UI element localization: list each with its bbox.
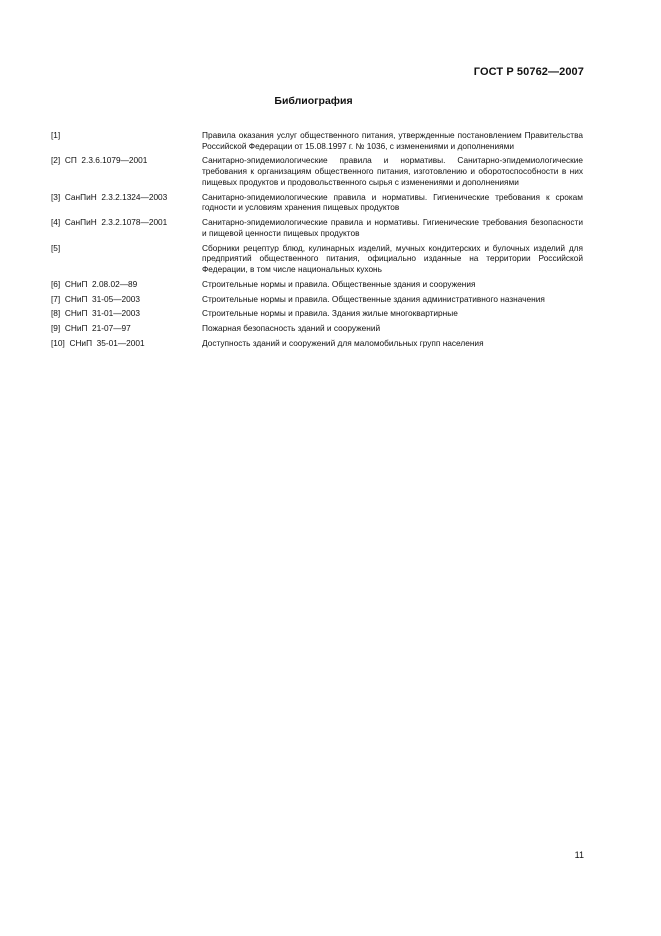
bibliography-entry: [51, 192, 583, 213]
bibliography-entry: [51, 243, 583, 275]
entry-text: Пожарная безопасность зданий и сооружений: [202, 323, 381, 334]
entry-reference: [5]: [51, 242, 61, 253]
entry-text: Правила оказания услуг общественного питания, утвержденные постановлением Правительства Российской Федерации от 15.08.1997 г. № 1036, с изменениями и дополнениями: [202, 130, 583, 151]
bibliography-entry: [51, 155, 583, 187]
entry-text: Строительные нормы и правила. Общественные здания административного назначения: [202, 293, 545, 304]
entry-reference: [10] СНиП 35-01—2001: [51, 338, 145, 349]
entry-reference: [6] СНиП 2.08.02—89: [51, 278, 138, 289]
bibliography-entry: [51, 308, 583, 319]
bibliography-entry: [51, 294, 583, 305]
entry-reference: [8] СНиП 31-01—2003: [51, 308, 141, 319]
entry-reference: [3] СанПиН 2.3.2.1324—2003: [51, 191, 168, 202]
entry-text: Санитарно-эпидемиологические правила и нормативы. Гигиенические требования к срокам годности и условиям хранения пищевых продуктов: [202, 191, 583, 213]
entry-reference: [1]: [51, 130, 61, 140]
entry-reference: [4] СанПиН 2.3.2.1078—2001: [51, 217, 168, 228]
entry-text: Санитарно-эпидемиологические правила и нормативы. Гигиенические требования безопасности и пищевой ценности пищевых продуктов: [202, 217, 583, 238]
document-code: ГОСТ Р 50762—2007: [473, 66, 584, 78]
bibliography-list: [51, 130, 583, 353]
entry-reference: [9] СНиП 21-07—97: [51, 323, 131, 334]
bibliography-entry: [51, 130, 583, 151]
bibliography-title: [0, 95, 661, 107]
bibliography-title-text: Библиография: [274, 95, 353, 107]
page-number: 11: [574, 850, 584, 860]
entry-text: Сборники рецептур блюд, кулинарных изделий, мучных кондитерских и булочных изделий для предприятий общественного питания, официально изданные на территории Российской Федерации, в том числе национальных кухонь: [202, 242, 583, 274]
bibliography-entry: [51, 338, 583, 349]
entry-text: Строительные нормы и правила. Общественные здания и сооружения: [202, 278, 476, 289]
entry-text: Доступность зданий и сооружений для маломобильных групп населения: [202, 338, 484, 349]
entry-reference: [7] СНиП 31-05—2003: [51, 293, 141, 304]
bibliography-entry: [51, 323, 583, 334]
entry-text: Санитарно-эпидемиологические правила и нормативы. Санитарно-эпидемиологические требования к организациям общественного питания, изготовлению и оборотоспособности в них пищевых продуктов и продовольственного сырья с изменениями и дополнениями: [202, 155, 583, 187]
entry-text: Строительные нормы и правила. Здания жилые многоквартирные: [202, 308, 458, 319]
entry-reference: [2] СП 2.3.6.1079—2001: [51, 155, 148, 166]
bibliography-entry: [51, 279, 583, 290]
bibliography-entry: [51, 217, 583, 238]
